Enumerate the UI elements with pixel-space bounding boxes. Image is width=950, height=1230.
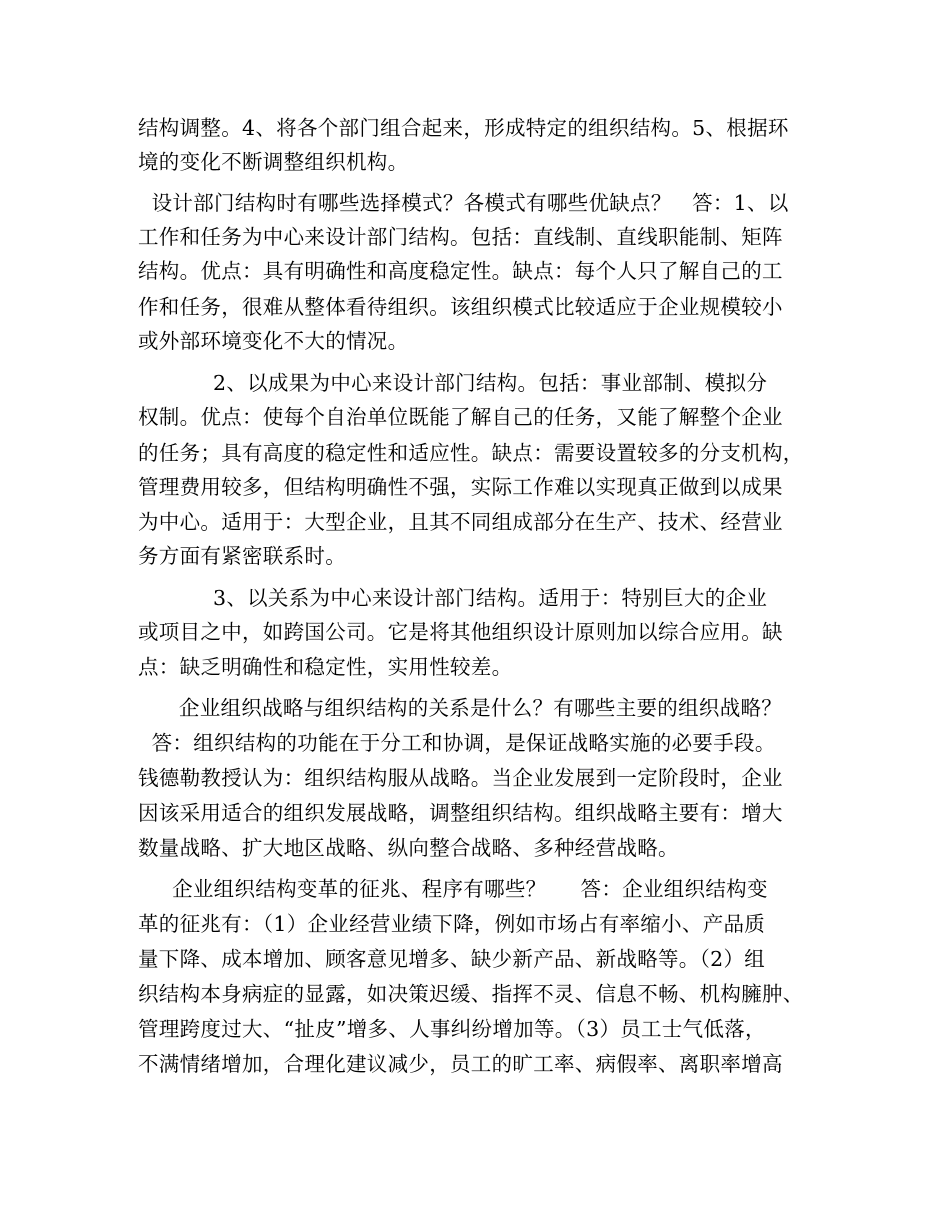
text-line: 数量战略、扩大地区战略、纵向整合战略、多种经营战略。 <box>138 836 679 860</box>
text-line: 企业组织战略与组织结构的关系是什么？有哪些主要的组织战略？ <box>138 696 783 720</box>
text-line: 作和任务，很难从整体看待组织。该组织模式比较适应于企业规模较小 <box>138 295 783 319</box>
text-line: 的任务；具有高度的稳定性和适应性。缺点：需要设置较多的分支机构， <box>138 441 804 465</box>
text-line: 结构调整。4、将各个部门组合起来，形成特定的组织结构。5、根据环 <box>138 116 789 140</box>
text-line: 务方面有紧密联系时。 <box>138 544 346 568</box>
text-line: 为中心。适用于：大型企业，且其不同组成部分在生产、技术、经营业 <box>138 510 783 534</box>
text-line: 结构。优点：具有明确性和高度稳定性。缺点：每个人只了解自己的工 <box>138 259 783 283</box>
text-line: 或外部环境变化不大的情况。 <box>138 329 409 353</box>
text-line: 设计部门结构时有哪些选择模式？各模式有哪些优缺点？ 答：1、以 <box>138 191 789 215</box>
text-line: 境的变化不断调整组织机构。 <box>138 150 409 174</box>
text-line: 织结构本身病症的显露，如决策迟缓、指挥不灵、信息不畅、机构臃肿、 <box>138 982 804 1006</box>
text-line: 2、以成果为中心来设计部门结构。包括：事业部制、模拟分 <box>138 371 768 395</box>
text-line: 因该采用适合的组织发展战略，调整组织结构。组织战略主要有：增大 <box>138 801 783 825</box>
text-line: 管理费用较多，但结构明确性不强，实际工作难以实现真正做到以成果 <box>138 475 783 499</box>
text-line: 革的征兆有：（1）企业经营业绩下降，例如市场占有率缩小、产品质 <box>138 912 766 936</box>
text-line: 不满情绪增加，合理化建议减少，员工的旷工率、病假率、离职率增高 <box>138 1052 783 1076</box>
text-line: 3、以关系为中心来设计部门结构。适用于：特别巨大的企业 <box>138 586 768 610</box>
text-line: 或项目之中，如跨国公司。它是将其他组织设计原则加以综合应用。缺 <box>138 620 783 644</box>
text-line: 量下降、成本增加、顾客意见增多、缺少新产品、新战略等。（2）组 <box>138 947 766 971</box>
text-line: 钱德勒教授认为：组织结构服从战略。当企业发展到一定阶段时，企业 <box>138 766 783 790</box>
text-line: 答：组织结构的功能在于分工和协调，是保证战略实施的必要手段。 <box>138 731 776 755</box>
text-line: 点：缺乏明确性和稳定性，实用性较差。 <box>138 655 513 679</box>
text-line: 权制。优点：使每个自治单位既能了解自己的任务，又能了解整个企业 <box>138 405 783 429</box>
text-line: 企业组织结构变革的征兆、程序有哪些？ 答：企业组织结构变 <box>138 877 768 901</box>
text-line: 管理跨度过大、“扯皮”增多、人事纠纷增加等。（3）员工士气低落， <box>138 1017 766 1041</box>
text-line: 工作和任务为中心来设计部门结构。包括：直线制、直线职能制、矩阵 <box>138 225 783 249</box>
